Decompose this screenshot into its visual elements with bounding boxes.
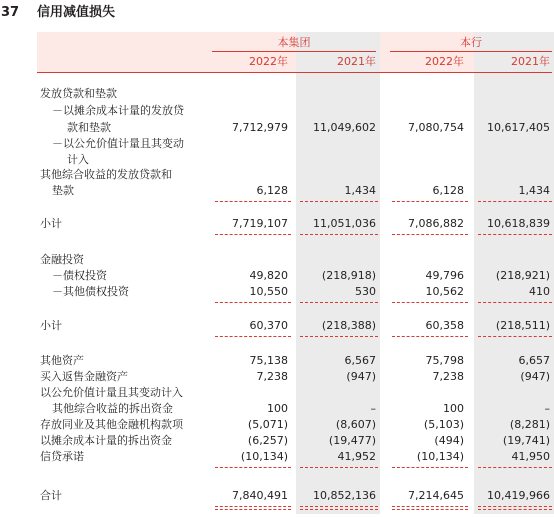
total-rule bbox=[392, 506, 468, 507]
subtotal-rule bbox=[215, 467, 291, 468]
cell-bank-2021: 10,618,839 bbox=[487, 217, 550, 230]
subtotal-rule bbox=[478, 336, 552, 337]
cell-group-2021: 11,049,602 bbox=[313, 121, 376, 134]
total-rule bbox=[478, 509, 552, 510]
cell-group-2021: 530 bbox=[355, 285, 376, 298]
cell-bank-2021: 1,434 bbox=[518, 184, 550, 197]
subtotal-rule bbox=[215, 302, 291, 303]
row-label: －以公允价值计量且其变动 bbox=[52, 137, 184, 150]
cell-group-2022: 7,712,979 bbox=[232, 121, 288, 134]
row-label: 其他综合收益的拆出资金 bbox=[52, 402, 173, 415]
subtotal-rule bbox=[300, 201, 378, 202]
total-label: 合计 bbox=[40, 489, 62, 502]
cell-bank-2022: 7,080,754 bbox=[408, 121, 464, 134]
subtotal-rule bbox=[300, 467, 378, 468]
header-year-group-2021: 2021年 bbox=[337, 55, 376, 68]
header-bank-underline bbox=[390, 51, 552, 52]
section-heading: 信用减值损失 bbox=[37, 5, 116, 20]
cell-group-2022: 49,820 bbox=[249, 269, 288, 282]
subtotal-rule bbox=[478, 234, 552, 235]
header-year-group-2022: 2022年 bbox=[249, 55, 288, 68]
cell-group-2022: 10,550 bbox=[249, 285, 288, 298]
cell-group-2022: (5,071) bbox=[247, 418, 288, 431]
cell-bank-2021: 6,657 bbox=[518, 354, 550, 367]
cell-group-2021: (947) bbox=[346, 370, 376, 383]
cell-group-2022: (6,257) bbox=[247, 434, 288, 447]
row-label: 信贷承诺 bbox=[40, 450, 84, 463]
row-label: 存放同业及其他金融机构款项 bbox=[40, 418, 183, 431]
subtotal-rule bbox=[478, 467, 552, 468]
cell-bank-2021: 41,950 bbox=[511, 450, 550, 463]
cell-bank-2022: 7,238 bbox=[432, 370, 464, 383]
cell-bank-2021: (218,921) bbox=[495, 269, 550, 282]
cell-bank-2022: 60,358 bbox=[425, 319, 464, 332]
cell-bank-2021: (8,281) bbox=[509, 418, 550, 431]
total-rule bbox=[478, 506, 552, 507]
total-rule bbox=[215, 509, 291, 510]
subtotal-rule bbox=[392, 234, 468, 235]
row-label: 其他资产 bbox=[40, 354, 84, 367]
subtotal-rule bbox=[300, 234, 378, 235]
header-group-underline bbox=[212, 51, 376, 52]
cell-bank-2021: 10,419,966 bbox=[487, 489, 550, 502]
row-label: 发放贷款和垫款 bbox=[40, 87, 117, 100]
cell-bank-2022: 7,214,645 bbox=[408, 489, 464, 502]
cell-bank-2022: (5,103) bbox=[423, 418, 464, 431]
subtotal-rule bbox=[215, 234, 291, 235]
subtotal-rule bbox=[478, 201, 552, 202]
header-group: 本集团 bbox=[277, 36, 311, 49]
row-label: 以摊余成本计量的拆出资金 bbox=[40, 434, 172, 447]
cell-bank-2022: (494) bbox=[434, 434, 464, 447]
subtotal-label: 小计 bbox=[40, 217, 62, 230]
subtotal-rule bbox=[215, 201, 291, 202]
cell-group-2021: (218,918) bbox=[321, 269, 376, 282]
total-rule bbox=[215, 506, 291, 507]
header-year-bank-2021: 2021年 bbox=[511, 55, 550, 68]
subtotal-label: 小计 bbox=[40, 319, 62, 332]
cell-group-2021: 10,852,136 bbox=[313, 489, 376, 502]
row-label: 计入 bbox=[67, 153, 89, 166]
cell-bank-2022: 7,086,882 bbox=[408, 217, 464, 230]
row-label: 金融投资 bbox=[40, 253, 84, 266]
cell-group-2021: (8,607) bbox=[335, 418, 376, 431]
section-title bbox=[1, 1, 115, 20]
header-year-bank-2022: 2022年 bbox=[425, 55, 464, 68]
cell-bank-2021: (947) bbox=[520, 370, 550, 383]
cell-bank-2022: (10,134) bbox=[416, 450, 464, 463]
subtotal-rule bbox=[478, 302, 552, 303]
cell-bank-2022: 6,128 bbox=[432, 184, 464, 197]
cell-bank-2021: – bbox=[544, 402, 550, 415]
cell-group-2021: (19,477) bbox=[328, 434, 376, 447]
cell-bank-2022: 10,562 bbox=[425, 285, 464, 298]
cell-bank-2021: 410 bbox=[529, 285, 550, 298]
cell-group-2022: 6,128 bbox=[256, 184, 288, 197]
cell-bank-2022: 49,796 bbox=[425, 269, 464, 282]
cell-group-2022: 60,370 bbox=[249, 319, 288, 332]
cell-group-2021: 41,952 bbox=[337, 450, 376, 463]
section-number: 37 bbox=[1, 5, 20, 20]
cell-bank-2021: 10,617,405 bbox=[487, 121, 550, 134]
row-label: 垫款 bbox=[52, 184, 74, 197]
cell-group-2021: (218,388) bbox=[321, 319, 376, 332]
row-label: 买入返售金融资产 bbox=[40, 370, 128, 383]
cell-group-2022: 75,138 bbox=[249, 354, 288, 367]
cell-group-2021: 6,567 bbox=[344, 354, 376, 367]
header-bank: 本行 bbox=[460, 36, 482, 49]
total-rule bbox=[392, 509, 468, 510]
row-label: －其他债权投资 bbox=[52, 285, 129, 298]
row-label: 以公允价值计量且其变动计入 bbox=[40, 386, 183, 399]
row-label: 其他综合收益的发放贷款和 bbox=[40, 168, 172, 181]
row-label: －债权投资 bbox=[52, 269, 107, 282]
subtotal-rule bbox=[392, 302, 468, 303]
subtotal-rule bbox=[392, 336, 468, 337]
cell-group-2021: 1,434 bbox=[344, 184, 376, 197]
cell-group-2022: 7,719,107 bbox=[232, 217, 288, 230]
cell-group-2022: 100 bbox=[267, 402, 288, 415]
cell-group-2021: – bbox=[370, 402, 376, 415]
row-label: －以摊余成本计量的发放贷 bbox=[52, 104, 184, 117]
subtotal-rule bbox=[215, 336, 291, 337]
cell-group-2022: (10,134) bbox=[240, 450, 288, 463]
cell-group-2022: 7,238 bbox=[256, 370, 288, 383]
total-rule bbox=[300, 509, 378, 510]
total-rule bbox=[300, 506, 378, 507]
row-label: 款和垫款 bbox=[67, 121, 111, 134]
subtotal-rule bbox=[392, 201, 468, 202]
cell-bank-2021: (19,741) bbox=[502, 434, 550, 447]
cell-bank-2022: 75,798 bbox=[425, 354, 464, 367]
subtotal-rule bbox=[300, 302, 378, 303]
header-bottom-rule bbox=[37, 72, 552, 73]
subtotal-rule bbox=[300, 336, 378, 337]
subtotal-rule bbox=[392, 467, 468, 468]
cell-bank-2022: 100 bbox=[443, 402, 464, 415]
cell-group-2022: 7,840,491 bbox=[232, 489, 288, 502]
cell-group-2021: 11,051,036 bbox=[313, 217, 376, 230]
cell-bank-2021: (218,511) bbox=[495, 319, 550, 332]
